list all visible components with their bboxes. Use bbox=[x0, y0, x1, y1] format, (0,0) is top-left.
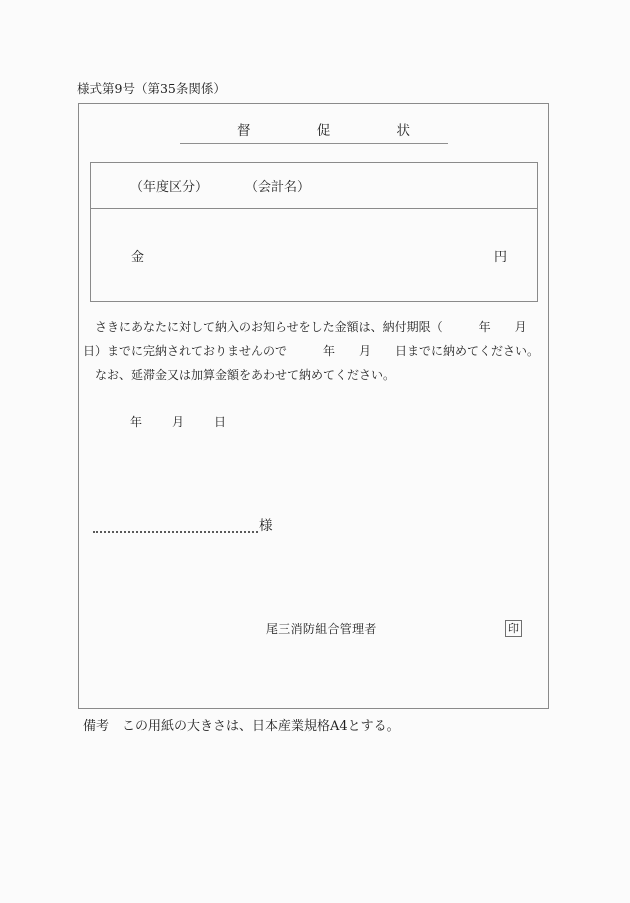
body-text-line-1: さきにあなたに対して納入のお知らせをした金額は、納付期限（ 年 月 bbox=[83, 320, 527, 334]
amount-row bbox=[91, 209, 537, 301]
paper-size-remark: 備考 この用紙の大きさは、日本産業規格A4とする。 bbox=[83, 719, 400, 734]
sender-title: 尾三消防組合管理者 bbox=[266, 622, 377, 636]
title-char-toku: 督 bbox=[237, 123, 251, 139]
account-name-label: （会計名） bbox=[245, 180, 311, 195]
fiscal-year-label: （年度区分） bbox=[130, 180, 209, 195]
seal-mark-in: 印 bbox=[508, 622, 519, 635]
currency-suffix-yen: 円 bbox=[493, 249, 507, 265]
title-char-jou: 状 bbox=[396, 123, 410, 139]
addressee-dotted-leader bbox=[93, 517, 258, 533]
addressee-line bbox=[93, 517, 273, 535]
amount-table bbox=[90, 162, 538, 302]
seal-placeholder-box bbox=[505, 620, 522, 637]
amount-table-header-row bbox=[91, 163, 537, 209]
amount-prefix-kin: 金 bbox=[131, 249, 145, 265]
body-text-line-2: 日）までに完納されておりませんので 年 月 日までに納めてください。 bbox=[83, 344, 540, 358]
title-char-soku: 促 bbox=[316, 123, 331, 139]
document-title bbox=[180, 124, 448, 144]
addressee-honorific-sama: 様 bbox=[259, 518, 273, 534]
issue-date-blanks: 年 月 日 bbox=[130, 415, 229, 429]
form-number-label: 様式第9号（第35条関係） bbox=[77, 81, 226, 96]
body-text-line-3: なお、延滞金又は加算金額をあわせて納めてください。 bbox=[83, 368, 396, 382]
